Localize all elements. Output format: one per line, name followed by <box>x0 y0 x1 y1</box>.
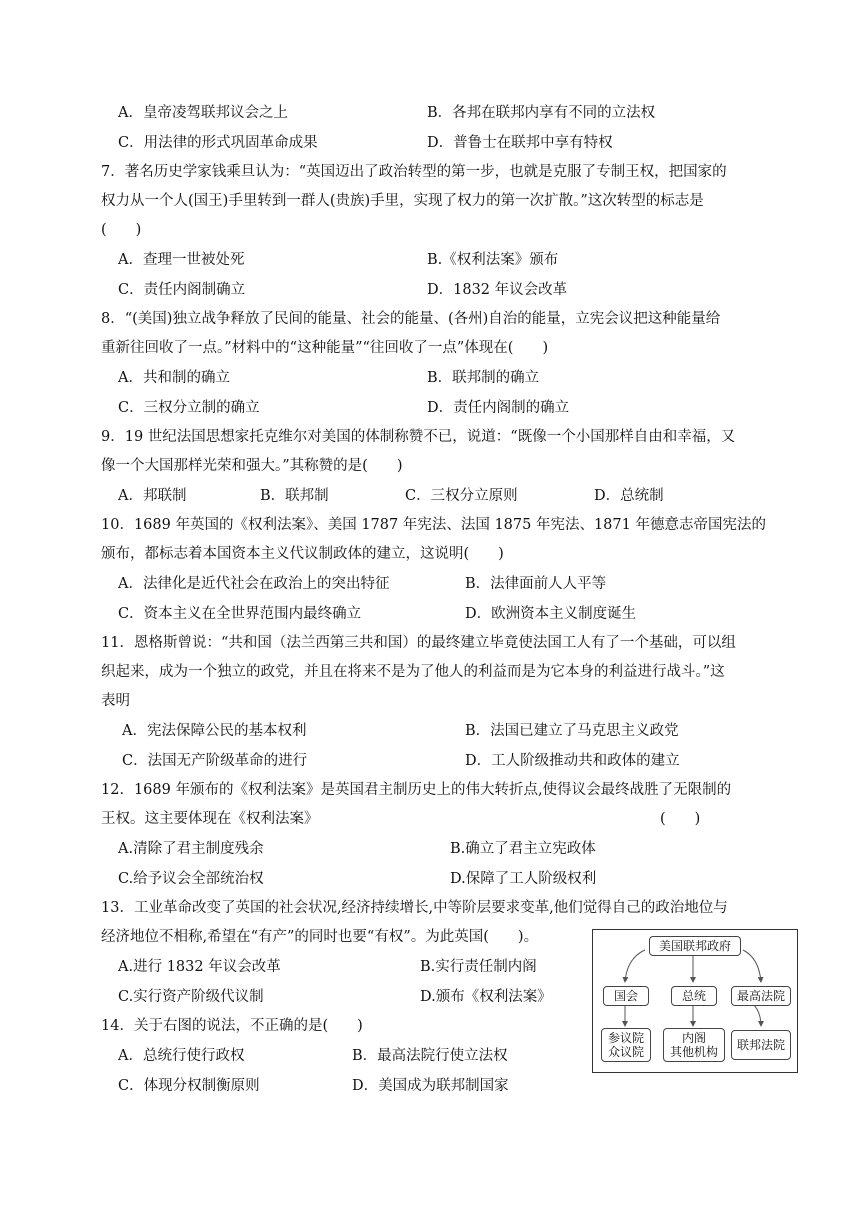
option-b: B.《权利法案》颁布 <box>427 252 559 268</box>
question-stem: 8．“(美国)独立战争释放了民间的能量、社会的能量、(各州)自治的能量，立宪会议把这种能量给 <box>101 311 721 327</box>
diagram-other-agencies: 其他机构 <box>669 1045 718 1059</box>
option-d: D．工人阶级推动共和政体的建立 <box>465 753 680 769</box>
option-b: B．联邦制 <box>260 488 329 504</box>
option-b: B.确立了君主立宪政体 <box>450 841 596 857</box>
diagram-root: 美国联邦政府 <box>649 936 741 956</box>
question-stem: 像一个大国那样光荣和强大。”其称赞的是( ) <box>101 458 403 474</box>
diagram-houses <box>601 1028 651 1062</box>
diagram-cabinet <box>663 1028 725 1062</box>
option-b: B．法律面前人人平等 <box>465 576 607 592</box>
option-d: D．普鲁士在联邦中享有特权 <box>427 135 613 151</box>
us-government-diagram <box>592 929 798 1073</box>
diagram-congress: 国会 <box>603 986 649 1006</box>
option-a: A．总统行使行政权 <box>118 1048 245 1064</box>
option-c: C．资本主义在全世界范围内最终确立 <box>118 606 362 622</box>
option-a: A．皇帝凌驾联邦议会之上 <box>118 105 288 121</box>
option-d: D．1832 年议会改革 <box>427 282 568 298</box>
option-c: C.实行资产阶级代议制 <box>118 989 264 1005</box>
option-a: A．共和制的确立 <box>118 370 230 386</box>
question-stem: 表明 <box>101 693 130 709</box>
option-c: C．法国无产阶级革命的进行 <box>122 753 308 769</box>
option-d: D．责任内阁制的确立 <box>427 400 570 416</box>
diagram-cabinet-label: 内阁 <box>681 1031 706 1045</box>
option-d: D.颁布《权利法案》 <box>420 989 552 1005</box>
diagram-federal-courts: 联邦法院 <box>731 1030 791 1060</box>
question-stem: 9．19 世纪法国思想家托克维尔对美国的体制称赞不已，说道：“既像一个小国那样自由和幸福，又 <box>101 429 736 445</box>
question-stem: 重新往回收了一点。”材料中的“这种能量”“往回收了一点”体现在( ) <box>101 340 549 356</box>
diagram-senate: 参议院 <box>607 1031 644 1045</box>
option-a: A．法律化是近代社会在政治上的突出特征 <box>118 576 390 592</box>
question-stem: 王权。这主要体现在《权利法案》 <box>101 811 319 827</box>
option-b: B.实行责任制内阁 <box>420 959 537 975</box>
option-a: A．查理一世被处死 <box>118 252 245 268</box>
question-stem: 经济地位不相称,希望在“有产”的同时也要“有权”。为此英国( )。 <box>101 929 539 945</box>
option-d: D.保障了工人阶级权利 <box>450 871 597 887</box>
option-c: C．体现分权制衡原则 <box>118 1078 260 1094</box>
question-stem: ( ) <box>101 222 142 238</box>
option-b: B．各邦在联邦内享有不同的立法权 <box>427 105 656 121</box>
option-d: D．美国成为联邦制国家 <box>352 1078 509 1094</box>
option-c: C．三权分立制的确立 <box>118 400 260 416</box>
question-stem: 权力从一个人(国王)手里转到一群人(贵族)手里，实现了权力的第一次扩散。”这次转型的标志是 <box>101 193 704 209</box>
option-b: B．联邦制的确立 <box>427 370 540 386</box>
question-stem: 14．关于右图的说法，不正确的是( ) <box>101 1018 363 1034</box>
option-d: D．欧洲资本主义制度诞生 <box>465 606 637 622</box>
diagram-house: 众议院 <box>607 1045 644 1059</box>
question-stem: 颁布，都标志着本国资本主义代议制政体的建立，这说明( ) <box>101 546 504 562</box>
option-a: A．邦联制 <box>118 488 187 504</box>
question-stem: 12．1689 年颁布的《权利法案》是英国君主制历史上的伟大转折点,使得议会最终战胜了无限制的 <box>101 782 732 798</box>
question-stem: 10．1689 年英国的《权利法案》、美国 1787 年宪法、法国 1875 年宪法、1871 年德意志帝国宪法的 <box>101 517 766 533</box>
option-b: B．最高法院行使立法权 <box>352 1048 508 1064</box>
option-d: D．总统制 <box>594 488 664 504</box>
question-stem: 11．恩格斯曾说：“共和国（法兰西第三共和国）的最终建立毕竟使法国工人有了一个基础，可以组 <box>101 635 736 651</box>
option-c: C.给予议会全部统治权 <box>118 871 264 887</box>
answer-paren: ( ) <box>660 811 701 827</box>
option-c: C．用法律的形式巩固革命成果 <box>118 135 318 151</box>
question-stem: 7．著名历史学家钱乘旦认为：“英国迈出了政治转型的第一步，也就是克服了专制王权，把国家的 <box>101 164 727 180</box>
question-stem: 织起来，成为一个独立的政党，并且在将来不是为了他人的利益而是为它本身的利益进行战斗。”这 <box>101 664 725 680</box>
question-stem: 13．工业革命改变了英国的社会状况,经济持续增长,中等阶层要求变革,他们觉得自己的政治地位与 <box>101 900 728 916</box>
option-b: B．法国已建立了马克思主义政党 <box>465 723 679 739</box>
option-a: A．宪法保障公民的基本权利 <box>122 723 307 739</box>
option-c: C．三权分立原则 <box>405 488 518 504</box>
diagram-supreme-court: 最高法院 <box>731 986 791 1006</box>
option-a: A.进行 1832 年议会改革 <box>118 959 281 975</box>
option-c: C．责任内阁制确立 <box>118 282 246 298</box>
diagram-president: 总统 <box>671 986 717 1006</box>
option-a: A.清除了君主制度残余 <box>118 841 264 857</box>
